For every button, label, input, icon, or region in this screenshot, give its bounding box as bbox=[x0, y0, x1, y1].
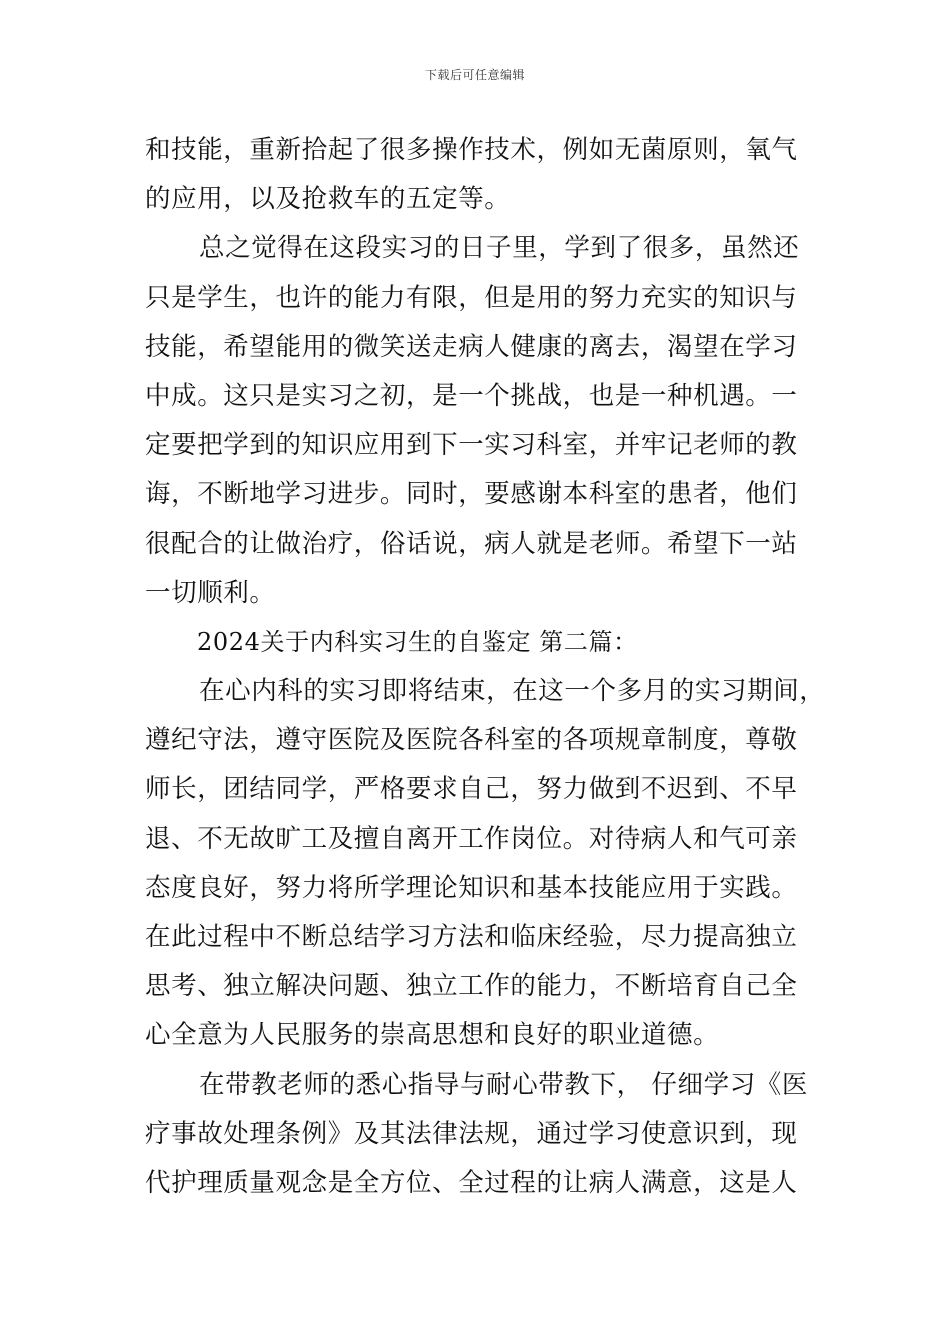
document-body bbox=[145, 126, 825, 1208]
text-line: 态度良好，努力将所学理论知识和基本技能应用于实践。 bbox=[145, 872, 798, 903]
text-line: 中成。这只是实习之初，是一个挑战，也是一种机遇。一 bbox=[145, 380, 798, 411]
section-heading: 2024关于内科实习生的自鉴定 第二篇： bbox=[197, 627, 638, 656]
page-header: 下载后可任意编辑 bbox=[424, 68, 525, 82]
text-line: 定要把学到的知识应用到下一实习科室，并牢记老师的教 bbox=[145, 430, 798, 461]
text-line: 一切顺利。 bbox=[145, 577, 276, 608]
text-line: 很配合的让做治疗，俗话说，病人就是老师。希望下一站 bbox=[145, 528, 798, 559]
paragraph-start-line: 总之觉得在这段实习的日子里，学到了很多，虽然还 bbox=[199, 233, 800, 264]
text-line: 在此过程中不断总结学习方法和临床经验，尽力提高独立 bbox=[145, 922, 798, 952]
text-line: 疗事故处理条例》及其法律法规，通过学习使意识到，现 bbox=[145, 1118, 798, 1149]
text-line: 遵纪守法，遵守医院及医院各科室的各项规章制度，尊敬 bbox=[145, 725, 798, 756]
text-line: 代护理质量观念是全方位、全过程的让病人满意，这是人 bbox=[145, 1167, 798, 1198]
text-line: 师长，团结同学，严格要求自己，努力做到不迟到、不早 bbox=[145, 774, 798, 805]
paragraph-start-line: 在心内科的实习即将结束，在这一个多月的实习期间， bbox=[199, 676, 826, 707]
text-line: 诲，不断地学习进步。同时，要感谢本科室的患者，他们 bbox=[145, 479, 798, 510]
text-line: 和技能，重新拾起了很多操作技术，例如无菌原则，氧气 bbox=[145, 135, 798, 165]
text-line: 的应用，以及抢救车的五定等。 bbox=[145, 184, 511, 215]
text-line: 退、不无故旷工及擅自离开工作岗位。对待病人和气可亲 bbox=[145, 823, 798, 854]
text-line: 思考、独立解决问题、独立工作的能力，不断培育自己全 bbox=[145, 971, 798, 1002]
paragraph-start-line: 在带教老师的悉心指导与耐心带教下， 仔细学习《医 bbox=[199, 1069, 809, 1100]
text-line: 心全意为人民服务的崇高思想和良好的职业道德。 bbox=[145, 1020, 720, 1051]
text-line: 只是学生，也许的能力有限，但是用的努力充实的知识与 bbox=[145, 282, 798, 313]
text-line: 技能，希望能用的微笑送走病人健康的离去，渴望在学习 bbox=[145, 331, 798, 362]
